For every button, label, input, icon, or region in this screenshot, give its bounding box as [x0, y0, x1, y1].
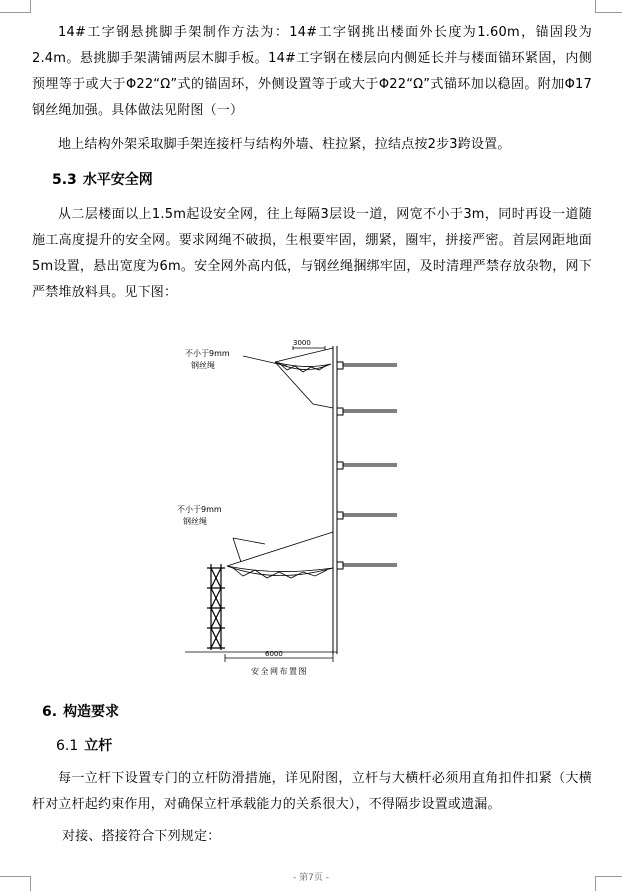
- dim-top-label: 3000: [293, 339, 311, 347]
- scaffold-tower: [207, 564, 225, 650]
- paragraph-steel-method: 14#工字钢悬挑脚手架制作方法为：14#工字钢挑出楼面外长度为1.60m，锚固段为2.4m。悬挑脚手架满铺两层木脚手板。14#工字钢在楼层向内侧延长并与楼面锚环紧固，内侧预埋等于或大于Φ22“Ω”式的锚固环，外侧设置等于或大于Φ22“Ω”式锚环加以稳固。附加Φ17钢丝绳加强。具体做法见附图（一）: [32, 25, 592, 118]
- crop-mark-top-left: [0, 0, 31, 13]
- safety-net-figure: [175, 336, 415, 681]
- heading-number: 6.: [42, 704, 58, 720]
- heading-number: 5.3: [52, 172, 77, 188]
- upper-safety-net: [243, 346, 333, 408]
- heading-6: [42, 702, 119, 722]
- heading-title: 水平安全网: [82, 172, 153, 188]
- heading-title: 立杆: [84, 738, 113, 754]
- paragraph-pole-antislip: 每一立杆下设置专门的立杆防滑措施，详见附图，立杆与大横杆必须用直角扣件扣紧（大横杆对立杆起约束作用，对确保立杆承载能力的关系很大），不得隔步设置或遗漏。: [32, 771, 592, 812]
- crop-mark-top-right: [595, 0, 622, 13]
- dim-bottom-label: 6000: [265, 650, 283, 658]
- heading-5-3: [52, 170, 153, 190]
- paragraph-safety-net: 从二层楼面以上1.5m起设安全网，往上每隔3层设一道，网宽不小于3m，同时再设一道随施工高度提升的安全网。要求网绳不破损，生根要牢固，绷紧，圈牢，拼接严密。首层网距地面5m设置，悬出宽度为6m。安全网外高内低，与钢丝绳捆绑牢固，及时清理严禁存放杂物，网下严禁堆放料具。见下图：: [32, 207, 592, 300]
- paragraph-tie-points: 地上结构外架采取脚手架连接杆与结构外墙、柱拉紧，拉结点按2步3跨设置。: [58, 137, 511, 152]
- floor-outriggers: [337, 362, 397, 569]
- page-footer: - 第7页 -: [293, 873, 329, 883]
- lower-safety-net: [227, 532, 333, 578]
- label-bottom-line1: 不小于9mm: [177, 505, 222, 514]
- label-top-line1: 不小于9mm: [185, 349, 230, 358]
- heading-title: 构造要求: [63, 704, 120, 720]
- label-bottom-line2: 钢丝绳: [183, 517, 207, 526]
- figure-caption: 安全网布置图: [251, 667, 308, 676]
- heading-6-1: [56, 736, 112, 756]
- heading-number: 6.1: [56, 738, 79, 754]
- paragraph-joints: 对接、搭接符合下列规定：: [62, 829, 221, 844]
- label-top-line2: 钢丝绳: [191, 361, 215, 370]
